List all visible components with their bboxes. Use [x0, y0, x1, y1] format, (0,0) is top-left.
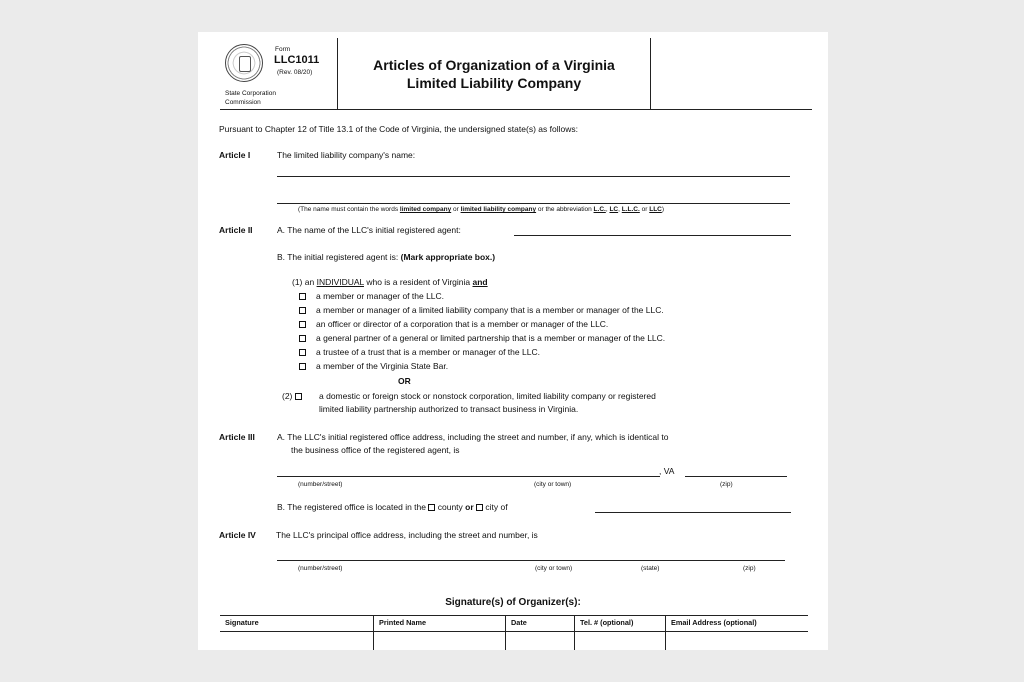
registered-office-zip-line[interactable] [685, 476, 787, 477]
checkbox-icon[interactable] [299, 363, 306, 370]
checkbox-icon[interactable] [299, 307, 306, 314]
company-name-line2[interactable] [277, 203, 790, 204]
col-divider [665, 615, 666, 650]
col-printed-name: Printed Name [379, 618, 427, 627]
label-number-street: (number/street) [298, 565, 343, 572]
agent-option-checkbox-5[interactable]: a trustee of a trust that is a member or manager of the LLC. [299, 347, 540, 358]
form-revision: (Rev. 08/20) [277, 69, 313, 76]
form-title-line1: Articles of Organization of a Virginia [373, 57, 615, 73]
signatures-title: Signature(s) of Organizer(s): [445, 597, 581, 608]
registered-office-text-line2: the business office of the registered agent, is [291, 445, 460, 455]
agent-option-checkbox-3[interactable]: an officer or director of a corporation that is a member or manager of the LLC. [299, 319, 608, 330]
signature-table-top-rule [220, 615, 808, 616]
checkbox-icon[interactable] [299, 335, 306, 342]
or-separator: OR [398, 376, 411, 386]
agent-option-checkbox-4[interactable]: a general partner of a general or limited partnership that is a member or manager of the LLC. [299, 333, 665, 344]
col-email: Email Address (optional) [671, 618, 757, 627]
col-divider [574, 615, 575, 650]
form-title-line2: Limited Liability Company [406, 75, 582, 91]
label-city-town: (city or town) [534, 481, 572, 488]
checkbox-icon[interactable] [295, 393, 302, 400]
header-rule [220, 109, 812, 110]
option2-text-line2: limited liability partnership authorized to transact business in Virginia. [319, 404, 579, 414]
col-date: Date [511, 618, 527, 627]
registered-agent-name-line[interactable] [514, 235, 791, 236]
agent-option-checkbox-6[interactable]: a member of the Virginia State Bar. [299, 361, 448, 372]
option2-text-line1: a domestic or foreign stock or nonstock corporation, limited liability company or registered [319, 391, 656, 401]
signature-table-header-rule [220, 631, 808, 632]
state-seal-icon [225, 44, 263, 82]
form-number: LLC1011 [274, 54, 320, 66]
agency-name-line1: State Corporation [225, 90, 276, 97]
form-label: Form [275, 46, 291, 53]
intro-text: Pursuant to Chapter 12 of Title 13.1 of the Code of Virginia, the undersigned state(s) as follows: [219, 124, 578, 134]
label-zip: (zip) [743, 565, 756, 572]
name-requirement-note: (The name must contain the words limited company or limited liability company or the abbreviation L.C., LC, L.L.C. or LLC) [298, 206, 665, 213]
principal-office-text: The LLC's principal office address, including the street and number, is [276, 530, 538, 540]
registered-agent-name-label: A. The name of the LLC's initial registered agent: [277, 225, 461, 235]
article1-text: The limited liability company's name: [277, 150, 416, 160]
checkbox-icon[interactable] [299, 321, 306, 328]
checkbox-icon[interactable] [476, 504, 483, 511]
col-divider [373, 615, 374, 650]
checkbox-icon[interactable] [428, 504, 435, 511]
option2-corporation[interactable]: (2) [282, 391, 302, 402]
header-divider-left [337, 38, 338, 110]
label-city-town: (city or town) [535, 565, 573, 572]
label-state: (state) [641, 565, 660, 572]
registered-office-text-line1: A. The LLC's initial registered office address, including the street and number, if any, which is identical to [277, 432, 669, 442]
principal-office-address-line[interactable] [277, 560, 785, 561]
article2-label: Article II [219, 225, 253, 235]
company-name-line1[interactable] [277, 176, 790, 177]
label-number-street: (number/street) [298, 481, 343, 488]
checkbox-icon[interactable] [299, 293, 306, 300]
article3-label: Article III [219, 432, 255, 442]
registered-office-locality: B. The registered office is located in the county or city of [277, 502, 508, 512]
col-telephone: Tel. # (optional) [580, 618, 634, 627]
form-page [198, 32, 828, 650]
label-zip: (zip) [720, 481, 733, 488]
article1-label: Article I [219, 150, 251, 160]
header-divider-right [650, 38, 651, 110]
city-of-line[interactable] [595, 512, 791, 513]
agency-name-line2: Commission [225, 99, 261, 106]
agent-type-prompt: B. The initial registered agent is: (Mark appropriate box.) [277, 252, 496, 262]
col-divider [505, 615, 506, 650]
col-signature: Signature [225, 618, 259, 627]
agent-option-checkbox-2[interactable]: a member or manager of a limited liability company that is a member or manager of the LLC. [299, 305, 664, 316]
checkbox-icon[interactable] [299, 349, 306, 356]
registered-office-street-line[interactable] [277, 476, 660, 477]
option1-individual: (1) an INDIVIDUAL who is a resident of Virginia and [292, 277, 488, 287]
article4-label: Article IV [219, 530, 256, 540]
state-va: , VA [659, 466, 675, 476]
agent-option-checkbox-1[interactable]: a member or manager of the LLC. [299, 291, 444, 302]
